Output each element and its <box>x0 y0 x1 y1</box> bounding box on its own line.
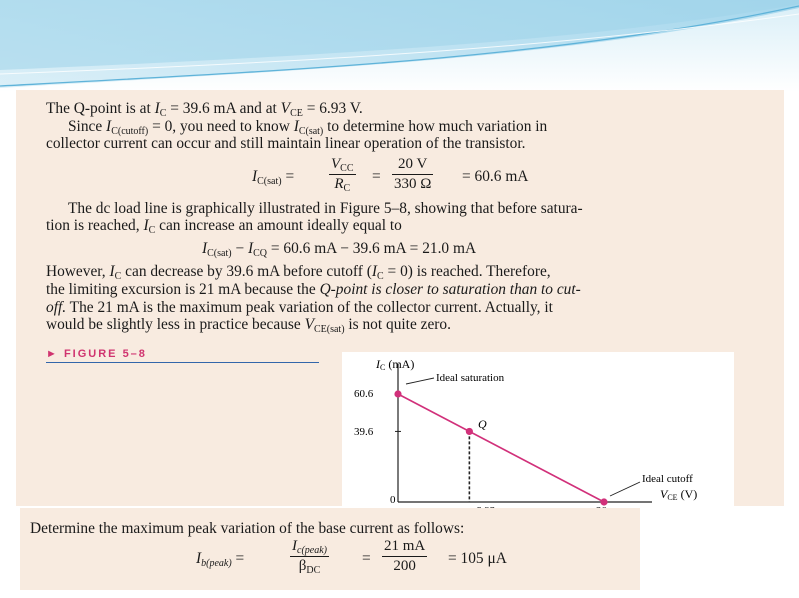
load-line-chart <box>342 352 734 516</box>
saturation-point-marker <box>394 390 401 397</box>
paragraph-1-line-1: The Q-point is at $I_C = 39.6$ mA and at $V_{CE} = 6.93$ V. <box>46 100 363 119</box>
eq-base-den-symbol: $\beta_{DC}$ <box>298 558 321 576</box>
equals-sign-2: = <box>362 550 371 567</box>
eq-sat-result-value: 60.6 mA <box>474 168 529 185</box>
figure-arrow-icon: ► <box>46 348 59 360</box>
eq-sat-den-symbol: $R_C$ <box>334 176 351 194</box>
equation-sat-value-fraction <box>392 156 433 193</box>
decorative-banner <box>0 0 799 92</box>
paragraph-2-line-1: The dc load line is graphically illustrated in Figure 5–8, showing that before satura- <box>68 200 583 217</box>
paragraph-3-line-4: would be slightly less in practice because $V_{CE(sat)}$ is not quite zero. <box>46 316 451 335</box>
dc-load-line <box>398 394 604 502</box>
equals-sign: = <box>372 168 381 185</box>
equation-base-result: = 105 μA <box>448 550 507 567</box>
x-axis-label: VCE (V) <box>660 487 698 502</box>
eq-sat-num-value: 20 V <box>398 156 428 172</box>
annotation-q-point: Q <box>478 417 487 431</box>
equation-base-lhs: $I_{b(peak)}$ = <box>196 550 245 569</box>
paragraph-1-line-2: Since $I_{C(cutoff)} = 0$, you need to know $I_{C(sat)}$ to determine how much variation in <box>68 118 548 137</box>
equation-base-value-fraction <box>382 538 427 575</box>
eq-sat-den-value: 330 Ω <box>394 176 432 192</box>
eq-sat-num-symbol: $V_{CC}$ <box>331 156 354 174</box>
eq-base-num-value: 21 mA <box>384 538 426 554</box>
equation-sat-result: = 60.6 mA <box>462 168 529 185</box>
y-axis-label: IC (mA) <box>376 357 415 372</box>
paragraph-1-line-3: collector current can occur and still maintain linear operation of the transistor. <box>46 135 526 152</box>
y-tick-39-6: 39.6 <box>354 426 374 438</box>
equation-difference: $I_{C(sat)} - I_{CQ} = 60.6$ mA − 39.6 mA = 21.0 mA <box>202 240 477 259</box>
paragraph-3-line-1: However, $I_C$ can decrease by 39.6 mA before cutoff $(I_C = 0)$ is reached. Therefore, <box>46 263 551 282</box>
paragraph-3-line-3: off. The 21 mA is the maximum peak variation of the collector current. Actually, it <box>46 299 553 316</box>
equation-base-symbol-fraction <box>290 538 329 575</box>
equation-sat-symbol-fraction <box>329 156 356 193</box>
x-tick-0: 0 <box>390 494 396 506</box>
paragraph-3-line-2: the limiting excursion is 21 mA because the Q-point is closer to saturation than to cut- <box>46 281 581 298</box>
cutoff-point-marker <box>600 498 607 505</box>
eq-base-result-value: 105 μA <box>460 550 507 567</box>
bottom-line-1: Determine the maximum peak variation of the base current as follows: <box>30 520 465 537</box>
cutoff-leader <box>610 482 640 496</box>
y-tick-60-6: 60.6 <box>354 388 374 400</box>
figure-label <box>46 348 147 360</box>
textbook-page-continued <box>20 508 640 590</box>
annotation-ideal-saturation: Ideal saturation <box>436 372 505 384</box>
eq-base-den-value: 200 <box>393 558 416 574</box>
equation-sat-lhs: $I_{C(sat)}$ = <box>252 168 295 187</box>
figure-divider <box>46 362 319 363</box>
q-point-marker <box>466 428 473 435</box>
eq-base-num-symbol: $I_{c(peak)}$ <box>292 538 327 556</box>
paragraph-2-line-2: tion is reached, $I_C$ can increase an amount ideally equal to <box>46 217 402 236</box>
annotation-ideal-cutoff: Ideal cutoff <box>642 473 693 485</box>
saturation-leader <box>406 378 434 384</box>
figure-label-text: FIGURE 5–8 <box>63 348 147 360</box>
